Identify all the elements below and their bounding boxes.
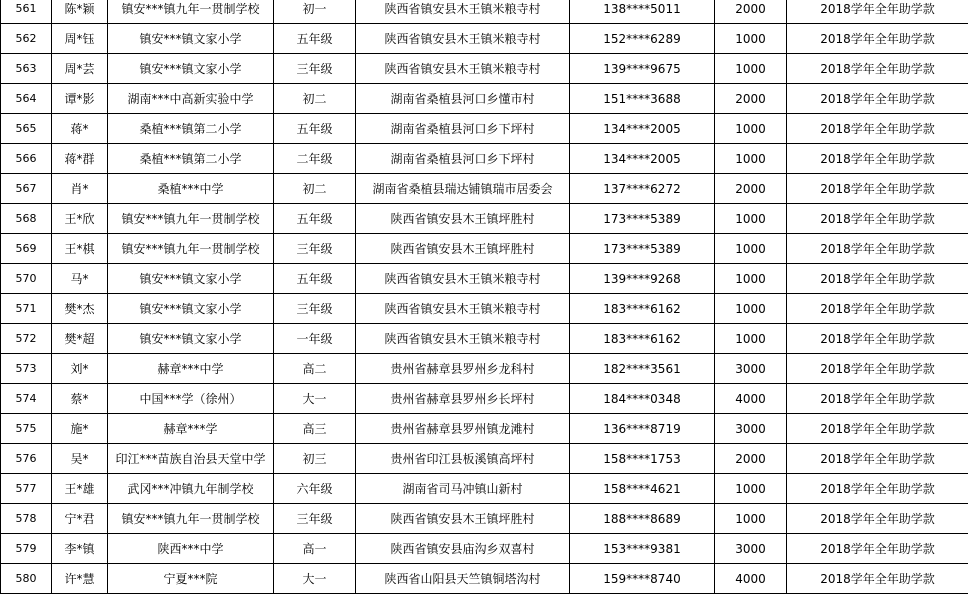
student-name-cell: 马* [52, 264, 108, 294]
address-cell: 湖南省桑植县瑞达铺镇瑞市居委会 [356, 174, 570, 204]
student-name-cell: 王*欣 [52, 204, 108, 234]
table-row [1, 414, 968, 444]
table-row [1, 444, 968, 474]
grade-cell: 五年级 [274, 24, 356, 54]
amount-cell: 2000 [715, 174, 787, 204]
school-cell: 赫章***学 [108, 414, 274, 444]
note-cell: 2018学年全年助学款 [787, 504, 968, 534]
table-row [1, 114, 968, 144]
phone-cell: 158****4621 [570, 474, 715, 504]
grade-cell: 三年级 [274, 504, 356, 534]
address-cell: 贵州省印江县板溪镇高坪村 [356, 444, 570, 474]
grade-cell: 高三 [274, 414, 356, 444]
row-number-cell: 566 [1, 144, 52, 174]
student-name-cell: 周*芸 [52, 54, 108, 84]
school-cell: 镇安***镇文家小学 [108, 24, 274, 54]
amount-cell: 1000 [715, 144, 787, 174]
grade-cell: 初三 [274, 444, 356, 474]
table-row [1, 354, 968, 384]
address-cell: 贵州省赫章县罗州乡龙科村 [356, 354, 570, 384]
amount-cell: 1000 [715, 294, 787, 324]
grade-cell: 初二 [274, 174, 356, 204]
school-cell: 陕西***中学 [108, 534, 274, 564]
address-cell: 陕西省镇安县木王镇坪胜村 [356, 234, 570, 264]
amount-cell: 1000 [715, 474, 787, 504]
row-number-cell: 575 [1, 414, 52, 444]
phone-cell: 183****6162 [570, 324, 715, 354]
student-name-cell: 谭*影 [52, 84, 108, 114]
address-cell: 陕西省山阳县天竺镇铜塔沟村 [356, 564, 570, 594]
row-number-cell: 578 [1, 504, 52, 534]
note-cell: 2018学年全年助学款 [787, 0, 968, 24]
student-name-cell: 王*雄 [52, 474, 108, 504]
amount-cell: 1000 [715, 324, 787, 354]
note-cell: 2018学年全年助学款 [787, 474, 968, 504]
school-cell: 镇安***镇九年一贯制学校 [108, 234, 274, 264]
phone-cell: 136****8719 [570, 414, 715, 444]
address-cell: 陕西省镇安县木王镇米粮寺村 [356, 264, 570, 294]
grade-cell: 五年级 [274, 114, 356, 144]
amount-cell: 3000 [715, 414, 787, 444]
table-row [1, 474, 968, 504]
amount-cell: 3000 [715, 354, 787, 384]
grade-cell: 三年级 [274, 294, 356, 324]
student-name-cell: 陈*颖 [52, 0, 108, 24]
school-cell: 镇安***镇文家小学 [108, 294, 274, 324]
note-cell: 2018学年全年助学款 [787, 264, 968, 294]
row-number-cell: 569 [1, 234, 52, 264]
school-cell: 中国***学（徐州） [108, 384, 274, 414]
school-cell: 湖南***中高新实验中学 [108, 84, 274, 114]
school-cell: 镇安***镇九年一贯制学校 [108, 204, 274, 234]
phone-cell: 188****8689 [570, 504, 715, 534]
grade-cell: 六年级 [274, 474, 356, 504]
school-cell: 镇安***镇九年一贯制学校 [108, 504, 274, 534]
table-row [1, 24, 968, 54]
grade-cell: 大一 [274, 564, 356, 594]
school-cell: 桑植***镇第二小学 [108, 114, 274, 144]
grade-cell: 二年级 [274, 144, 356, 174]
school-cell: 桑植***中学 [108, 174, 274, 204]
table-row [1, 234, 968, 264]
amount-cell: 2000 [715, 84, 787, 114]
student-name-cell: 施* [52, 414, 108, 444]
amount-cell: 3000 [715, 534, 787, 564]
phone-cell: 158****1753 [570, 444, 715, 474]
table-row [1, 264, 968, 294]
address-cell: 湖南省桑植县河口乡懂市村 [356, 84, 570, 114]
note-cell: 2018学年全年助学款 [787, 174, 968, 204]
row-number-cell: 572 [1, 324, 52, 354]
amount-cell: 1000 [715, 234, 787, 264]
row-number-cell: 577 [1, 474, 52, 504]
student-name-cell: 肖* [52, 174, 108, 204]
phone-cell: 137****6272 [570, 174, 715, 204]
note-cell: 2018学年全年助学款 [787, 384, 968, 414]
note-cell: 2018学年全年助学款 [787, 24, 968, 54]
table-row [1, 204, 968, 234]
grade-cell: 初一 [274, 0, 356, 24]
note-cell: 2018学年全年助学款 [787, 234, 968, 264]
amount-cell: 1000 [715, 114, 787, 144]
row-number-cell: 576 [1, 444, 52, 474]
grade-cell: 五年级 [274, 204, 356, 234]
row-number-cell: 567 [1, 174, 52, 204]
phone-cell: 153****9381 [570, 534, 715, 564]
grade-cell: 五年级 [274, 264, 356, 294]
note-cell: 2018学年全年助学款 [787, 54, 968, 84]
grade-cell: 高一 [274, 534, 356, 564]
note-cell: 2018学年全年助学款 [787, 354, 968, 384]
grade-cell: 一年级 [274, 324, 356, 354]
table-row [1, 324, 968, 354]
student-name-cell: 许*慧 [52, 564, 108, 594]
amount-cell: 1000 [715, 264, 787, 294]
address-cell: 贵州省赫章县罗州镇龙滩村 [356, 414, 570, 444]
phone-cell: 173****5389 [570, 204, 715, 234]
address-cell: 湖南省桑植县河口乡下坪村 [356, 114, 570, 144]
row-number-cell: 574 [1, 384, 52, 414]
grade-cell: 初二 [274, 84, 356, 114]
phone-cell: 134****2005 [570, 114, 715, 144]
grade-cell: 三年级 [274, 234, 356, 264]
table-body [1, 0, 968, 594]
phone-cell: 182****3561 [570, 354, 715, 384]
row-number-cell: 568 [1, 204, 52, 234]
phone-cell: 183****6162 [570, 294, 715, 324]
amount-cell: 1000 [715, 204, 787, 234]
school-cell: 镇安***镇九年一贯制学校 [108, 0, 274, 24]
note-cell: 2018学年全年助学款 [787, 144, 968, 174]
student-name-cell: 周*钰 [52, 24, 108, 54]
school-cell: 印江***苗族自治县天堂中学 [108, 444, 274, 474]
table-row [1, 84, 968, 114]
address-cell: 陕西省镇安县木王镇米粮寺村 [356, 324, 570, 354]
row-number-cell: 565 [1, 114, 52, 144]
school-cell: 桑植***镇第二小学 [108, 144, 274, 174]
note-cell: 2018学年全年助学款 [787, 204, 968, 234]
phone-cell: 138****5011 [570, 0, 715, 24]
row-number-cell: 561 [1, 0, 52, 24]
address-cell: 湖南省桑植县河口乡下坪村 [356, 144, 570, 174]
note-cell: 2018学年全年助学款 [787, 114, 968, 144]
address-cell: 陕西省镇安县木王镇米粮寺村 [356, 24, 570, 54]
school-cell: 镇安***镇文家小学 [108, 324, 274, 354]
school-cell: 宁夏***院 [108, 564, 274, 594]
row-number-cell: 571 [1, 294, 52, 324]
student-name-cell: 樊*杰 [52, 294, 108, 324]
phone-cell: 173****5389 [570, 234, 715, 264]
row-number-cell: 573 [1, 354, 52, 384]
amount-cell: 4000 [715, 384, 787, 414]
amount-cell: 4000 [715, 564, 787, 594]
note-cell: 2018学年全年助学款 [787, 444, 968, 474]
note-cell: 2018学年全年助学款 [787, 324, 968, 354]
school-cell: 赫章***中学 [108, 354, 274, 384]
note-cell: 2018学年全年助学款 [787, 414, 968, 444]
phone-cell: 139****9268 [570, 264, 715, 294]
phone-cell: 134****2005 [570, 144, 715, 174]
address-cell: 陕西省镇安县木王镇米粮寺村 [356, 54, 570, 84]
student-name-cell: 王*棋 [52, 234, 108, 264]
row-number-cell: 564 [1, 84, 52, 114]
amount-cell: 2000 [715, 0, 787, 24]
student-name-cell: 李*镇 [52, 534, 108, 564]
phone-cell: 184****0348 [570, 384, 715, 414]
phone-cell: 159****8740 [570, 564, 715, 594]
student-name-cell: 蔡* [52, 384, 108, 414]
note-cell: 2018学年全年助学款 [787, 564, 968, 594]
address-cell: 陕西省镇安县木王镇米粮寺村 [356, 0, 570, 24]
note-cell: 2018学年全年助学款 [787, 534, 968, 564]
note-cell: 2018学年全年助学款 [787, 294, 968, 324]
grade-cell: 大一 [274, 384, 356, 414]
phone-cell: 139****9675 [570, 54, 715, 84]
grade-cell: 三年级 [274, 54, 356, 84]
address-cell: 陕西省镇安县木王镇坪胜村 [356, 204, 570, 234]
school-cell: 镇安***镇文家小学 [108, 54, 274, 84]
row-number-cell: 579 [1, 534, 52, 564]
note-cell: 2018学年全年助学款 [787, 84, 968, 114]
row-number-cell: 562 [1, 24, 52, 54]
grade-cell: 高二 [274, 354, 356, 384]
address-cell: 陕西省镇安县木王镇坪胜村 [356, 504, 570, 534]
table-row [1, 54, 968, 84]
amount-cell: 1000 [715, 504, 787, 534]
table-row [1, 534, 968, 564]
phone-cell: 152****6289 [570, 24, 715, 54]
address-cell: 陕西省镇安县木王镇米粮寺村 [356, 294, 570, 324]
table-row [1, 504, 968, 534]
school-cell: 武冈***冲镇九年制学校 [108, 474, 274, 504]
table-row [1, 144, 968, 174]
row-number-cell: 570 [1, 264, 52, 294]
row-number-cell: 580 [1, 564, 52, 594]
address-cell: 陕西省镇安县庙沟乡双喜村 [356, 534, 570, 564]
amount-cell: 1000 [715, 54, 787, 84]
row-number-cell: 563 [1, 54, 52, 84]
amount-cell: 2000 [715, 444, 787, 474]
phone-cell: 151****3688 [570, 84, 715, 114]
student-name-cell: 蒋*群 [52, 144, 108, 174]
student-name-cell: 樊*超 [52, 324, 108, 354]
address-cell: 湖南省司马冲镇山新村 [356, 474, 570, 504]
student-name-cell: 刘* [52, 354, 108, 384]
amount-cell: 1000 [715, 24, 787, 54]
student-name-cell: 宁*君 [52, 504, 108, 534]
table-row [1, 0, 968, 24]
school-cell: 镇安***镇文家小学 [108, 264, 274, 294]
table-row [1, 174, 968, 204]
table-row [1, 294, 968, 324]
student-name-cell: 蒋* [52, 114, 108, 144]
table-row [1, 384, 968, 414]
address-cell: 贵州省赫章县罗州乡长坪村 [356, 384, 570, 414]
student-name-cell: 吴* [52, 444, 108, 474]
table-row [1, 564, 968, 594]
